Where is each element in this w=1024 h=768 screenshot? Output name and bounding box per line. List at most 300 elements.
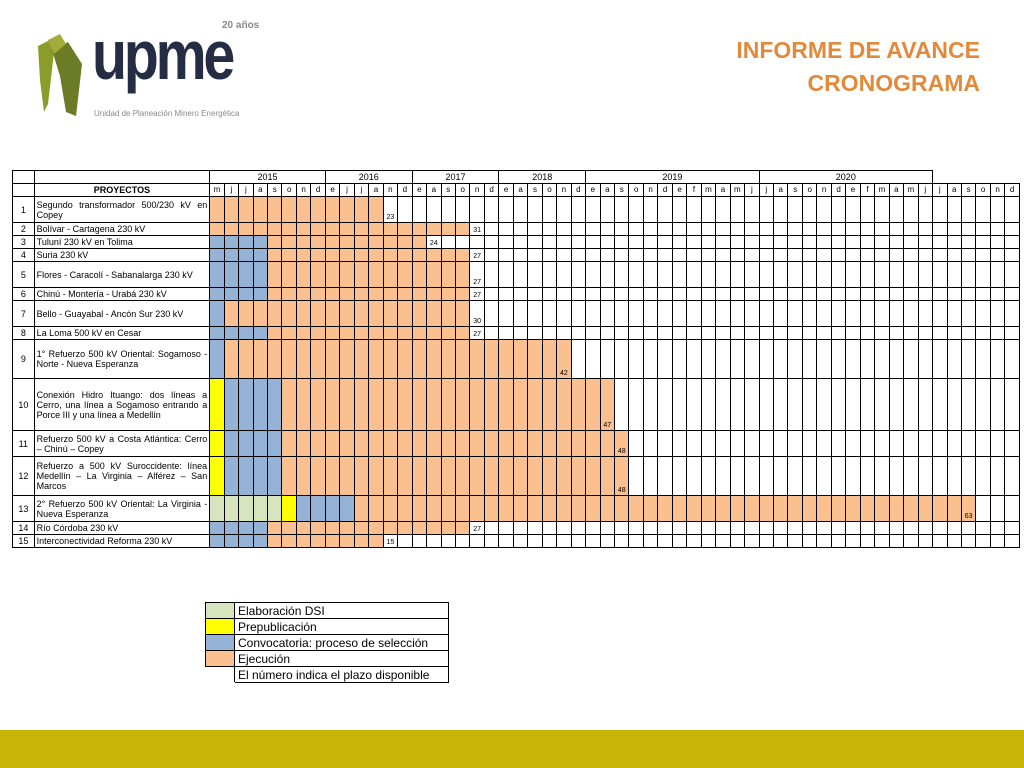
timeline-cell [889, 197, 903, 223]
timeline-cell [947, 522, 961, 535]
timeline-cell [904, 301, 918, 327]
timeline-cell [730, 223, 744, 236]
timeline-cell [860, 431, 874, 457]
timeline-cell [282, 457, 296, 496]
timeline-cell [701, 327, 715, 340]
timeline-cell [615, 236, 629, 249]
project-id: 2 [13, 223, 35, 236]
timeline-cell [947, 431, 961, 457]
timeline-cell [629, 379, 643, 431]
timeline-cell [499, 535, 513, 548]
timeline-cell [398, 327, 412, 340]
timeline-cell [499, 340, 513, 379]
timeline-cell [542, 379, 556, 431]
timeline-cell [369, 496, 383, 522]
timeline-cell [672, 223, 686, 236]
timeline-cell [817, 223, 831, 236]
timeline-cell [484, 457, 498, 496]
project-row [13, 197, 1020, 223]
timeline-cell [600, 327, 614, 340]
title-line-1: INFORME DE AVANCE [736, 37, 980, 63]
timeline-cell [542, 457, 556, 496]
timeline-cell [629, 431, 643, 457]
timeline-cell [774, 431, 788, 457]
timeline-cell [528, 496, 542, 522]
timeline-cell [875, 197, 889, 223]
timeline-cell [557, 327, 571, 340]
project-name: Bolívar - Cartagena 230 kV [34, 223, 210, 236]
month-cell: n [470, 184, 484, 197]
timeline-cell [615, 262, 629, 288]
timeline-cell [412, 379, 426, 431]
timeline-cell [643, 249, 657, 262]
timeline-cell [802, 262, 816, 288]
timeline-cell [210, 379, 224, 431]
timeline-cell [774, 522, 788, 535]
timeline-cell [687, 535, 701, 548]
timeline-cell [745, 496, 759, 522]
timeline-cell [831, 236, 845, 249]
timeline-cell [701, 522, 715, 535]
month-cell: f [687, 184, 701, 197]
timeline-cell [427, 431, 441, 457]
month-cell: n [383, 184, 397, 197]
timeline-cell [412, 535, 426, 548]
duration-label: 24 [427, 236, 441, 249]
timeline-cell [643, 288, 657, 301]
timeline-cell [325, 223, 339, 236]
timeline-cell [268, 288, 282, 301]
timeline-cell [586, 496, 600, 522]
timeline-cell [658, 522, 672, 535]
timeline-cell [788, 457, 802, 496]
timeline-cell [947, 340, 961, 379]
timeline-cell [354, 379, 368, 431]
timeline-cell [976, 431, 990, 457]
timeline-cell [484, 249, 498, 262]
timeline-cell [325, 262, 339, 288]
year-cell: 2016 [325, 171, 412, 184]
timeline-cell [239, 340, 253, 379]
timeline-cell [788, 288, 802, 301]
corner-cell [13, 171, 35, 184]
timeline-cell [571, 431, 585, 457]
timeline-cell [745, 301, 759, 327]
timeline-cell [528, 340, 542, 379]
timeline-cell [976, 457, 990, 496]
timeline-cell [586, 249, 600, 262]
timeline-cell [687, 236, 701, 249]
year-cell: 2019 [586, 171, 759, 184]
timeline-cell [325, 288, 339, 301]
timeline-cell [340, 249, 354, 262]
timeline-cell [846, 197, 860, 223]
timeline-cell [990, 431, 1004, 457]
timeline-cell [846, 457, 860, 496]
timeline-cell [268, 496, 282, 522]
timeline-cell [701, 496, 715, 522]
timeline-cell [210, 496, 224, 522]
timeline-cell [831, 340, 845, 379]
timeline-cell [730, 249, 744, 262]
timeline-cell [672, 340, 686, 379]
timeline-cell [586, 236, 600, 249]
timeline-cell [455, 379, 469, 431]
month-cell: a [889, 184, 903, 197]
timeline-cell [904, 379, 918, 431]
timeline-cell [354, 535, 368, 548]
timeline-cell [427, 327, 441, 340]
timeline-cell [716, 262, 730, 288]
timeline-cell [224, 457, 238, 496]
timeline-cell [875, 431, 889, 457]
timeline-cell [224, 288, 238, 301]
timeline-cell [499, 301, 513, 327]
timeline-cell [1005, 236, 1020, 249]
timeline-cell [759, 327, 773, 340]
timeline-cell [918, 288, 932, 301]
timeline-cell [990, 340, 1004, 379]
project-name: Chinú - Montería - Urabá 230 kV [34, 288, 210, 301]
timeline-cell [672, 262, 686, 288]
timeline-cell [947, 236, 961, 249]
month-cell: s [528, 184, 542, 197]
timeline-cell [904, 496, 918, 522]
timeline-cell [976, 288, 990, 301]
timeline-cell [774, 262, 788, 288]
timeline-cell [759, 301, 773, 327]
timeline-cell [268, 327, 282, 340]
timeline-cell [643, 535, 657, 548]
timeline-cell [383, 431, 397, 457]
timeline-cell [802, 431, 816, 457]
timeline-cell [224, 431, 238, 457]
timeline-cell [701, 223, 715, 236]
timeline-cell [325, 340, 339, 379]
timeline-cell [933, 223, 947, 236]
timeline-cell [253, 535, 267, 548]
timeline-cell [383, 379, 397, 431]
timeline-cell [398, 223, 412, 236]
timeline-cell [860, 457, 874, 496]
timeline-cell [383, 262, 397, 288]
timeline-cell [268, 301, 282, 327]
project-id: 6 [13, 288, 35, 301]
timeline-cell [282, 197, 296, 223]
timeline-cell [615, 301, 629, 327]
timeline-cell [600, 522, 614, 535]
timeline-cell [499, 327, 513, 340]
timeline-cell [947, 197, 961, 223]
timeline-cell [716, 249, 730, 262]
timeline-cell [1005, 197, 1020, 223]
timeline-cell [470, 496, 484, 522]
timeline-cell [933, 457, 947, 496]
timeline-cell [427, 249, 441, 262]
timeline-cell [557, 535, 571, 548]
timeline-cell [672, 496, 686, 522]
timeline-cell [484, 379, 498, 431]
timeline-cell [716, 197, 730, 223]
timeline-cell [542, 262, 556, 288]
timeline-cell [268, 223, 282, 236]
timeline-cell [629, 327, 643, 340]
timeline-cell [296, 379, 310, 431]
timeline-cell [701, 457, 715, 496]
timeline-cell [210, 301, 224, 327]
timeline-cell [629, 236, 643, 249]
timeline-cell [542, 249, 556, 262]
timeline-cell [571, 301, 585, 327]
timeline-cell [557, 457, 571, 496]
timeline-cell [398, 340, 412, 379]
timeline-cell [296, 236, 310, 249]
timeline-cell [513, 496, 527, 522]
month-cell: m [701, 184, 715, 197]
duration-label: 42 [557, 340, 571, 379]
timeline-cell [918, 431, 932, 457]
timeline-cell [976, 262, 990, 288]
timeline-cell [961, 340, 975, 379]
project-row [13, 379, 1020, 431]
month-cell: o [455, 184, 469, 197]
month-cell: d [484, 184, 498, 197]
project-name: Bello - Guayabal - Ancón Sur 230 kV [34, 301, 210, 327]
timeline-cell [282, 431, 296, 457]
month-cell: s [961, 184, 975, 197]
timeline-cell [542, 431, 556, 457]
timeline-cell [427, 301, 441, 327]
timeline-cell [658, 288, 672, 301]
timeline-cell [716, 288, 730, 301]
timeline-cell [889, 249, 903, 262]
timeline-cell [586, 340, 600, 379]
legend-swatch [206, 603, 235, 619]
timeline-cell [542, 236, 556, 249]
timeline-cell [513, 340, 527, 379]
timeline-cell [340, 236, 354, 249]
timeline-cell [672, 522, 686, 535]
timeline-cell [615, 340, 629, 379]
timeline-cell [369, 457, 383, 496]
timeline-cell [615, 197, 629, 223]
project-name: Conexión Hidro Ituango: dos líneas a Cerro, una línea a Sogamoso entrando a Porce III y una línea a Medellín [34, 379, 210, 431]
timeline-cell [441, 379, 455, 431]
timeline-cell [875, 379, 889, 431]
duration-label: 27 [470, 249, 484, 262]
year-cell: 2020 [759, 171, 932, 184]
timeline-cell [976, 496, 990, 522]
legend-label: Prepublicación [235, 619, 449, 635]
timeline-cell [369, 301, 383, 327]
timeline-cell [672, 379, 686, 431]
timeline-cell [253, 236, 267, 249]
timeline-cell [282, 496, 296, 522]
timeline-cell [687, 301, 701, 327]
project-id: 9 [13, 340, 35, 379]
timeline-cell [296, 535, 310, 548]
timeline-cell [224, 301, 238, 327]
timeline-cell [268, 236, 282, 249]
timeline-cell [817, 288, 831, 301]
timeline-cell [701, 431, 715, 457]
timeline-cell [788, 535, 802, 548]
timeline-cell [831, 379, 845, 431]
corner-cell [13, 184, 35, 197]
timeline-cell [976, 301, 990, 327]
duration-label: 15 [383, 535, 397, 548]
timeline-cell [340, 496, 354, 522]
timeline-cell [745, 535, 759, 548]
timeline-cell [615, 223, 629, 236]
timeline-cell [990, 288, 1004, 301]
timeline-cell [788, 431, 802, 457]
timeline-cell [499, 431, 513, 457]
timeline-cell [253, 249, 267, 262]
timeline-cell [1005, 262, 1020, 288]
timeline-cell [875, 301, 889, 327]
timeline-cell [672, 457, 686, 496]
timeline-cell [239, 522, 253, 535]
timeline-cell [759, 262, 773, 288]
timeline-cell [557, 223, 571, 236]
timeline-cell [296, 249, 310, 262]
timeline-cell [629, 457, 643, 496]
timeline-cell [745, 340, 759, 379]
timeline-cell [528, 327, 542, 340]
timeline-cell [340, 223, 354, 236]
timeline-cell [398, 496, 412, 522]
timeline-cell [557, 236, 571, 249]
timeline-cell [817, 236, 831, 249]
timeline-cell [383, 327, 397, 340]
timeline-cell [788, 262, 802, 288]
timeline-cell [730, 496, 744, 522]
timeline-cell [441, 236, 455, 249]
timeline-cell [745, 431, 759, 457]
timeline-cell [354, 340, 368, 379]
timeline-cell [369, 522, 383, 535]
timeline-cell [918, 327, 932, 340]
timeline-cell [1005, 301, 1020, 327]
timeline-cell [268, 535, 282, 548]
timeline-cell [398, 535, 412, 548]
timeline-cell [904, 249, 918, 262]
timeline-cell [961, 288, 975, 301]
month-cell: j [239, 184, 253, 197]
slide-title [736, 34, 980, 100]
timeline-cell [846, 431, 860, 457]
timeline-cell [788, 223, 802, 236]
timeline-cell [875, 522, 889, 535]
timeline-cell [354, 327, 368, 340]
timeline-cell [846, 262, 860, 288]
timeline-cell [528, 522, 542, 535]
timeline-cell [701, 262, 715, 288]
timeline-cell [990, 496, 1004, 522]
timeline-cell [774, 496, 788, 522]
month-cell: n [643, 184, 657, 197]
timeline-cell [600, 223, 614, 236]
timeline-cell [615, 288, 629, 301]
timeline-cell [210, 249, 224, 262]
project-id: 4 [13, 249, 35, 262]
timeline-cell [340, 327, 354, 340]
timeline-cell [904, 431, 918, 457]
timeline-cell [701, 236, 715, 249]
timeline-cell [730, 535, 744, 548]
timeline-cell [774, 457, 788, 496]
timeline-cell [774, 288, 788, 301]
timeline-cell [470, 431, 484, 457]
timeline-cell [311, 288, 325, 301]
timeline-cell [455, 496, 469, 522]
timeline-cell [253, 431, 267, 457]
timeline-cell [933, 496, 947, 522]
timeline-cell [484, 431, 498, 457]
timeline-cell [210, 236, 224, 249]
timeline-cell [586, 262, 600, 288]
timeline-cell [774, 249, 788, 262]
timeline-cell [1005, 249, 1020, 262]
timeline-cell [470, 197, 484, 223]
month-cell: n [990, 184, 1004, 197]
upme-wordmark: upme [92, 16, 232, 94]
timeline-cell [441, 301, 455, 327]
timeline-cell [398, 522, 412, 535]
duration-label: 23 [383, 197, 397, 223]
timeline-cell [658, 262, 672, 288]
timeline-cell [904, 535, 918, 548]
timeline-cell [788, 197, 802, 223]
timeline-cell [528, 197, 542, 223]
timeline-cell [701, 379, 715, 431]
upme-leaf-icon [36, 20, 96, 120]
timeline-cell [427, 197, 441, 223]
timeline-cell [875, 535, 889, 548]
timeline-cell [875, 249, 889, 262]
timeline-cell [427, 223, 441, 236]
timeline-cell [933, 535, 947, 548]
timeline-cell [774, 236, 788, 249]
timeline-cell [325, 535, 339, 548]
timeline-cell [311, 379, 325, 431]
timeline-cell [528, 223, 542, 236]
timeline-cell [441, 223, 455, 236]
timeline-cell [759, 236, 773, 249]
timeline-cell [860, 288, 874, 301]
timeline-cell [441, 340, 455, 379]
project-name: Suria 230 kV [34, 249, 210, 262]
timeline-cell [860, 535, 874, 548]
timeline-cell [817, 522, 831, 535]
timeline-cell [210, 223, 224, 236]
month-cell: e [586, 184, 600, 197]
timeline-cell [860, 327, 874, 340]
project-id: 12 [13, 457, 35, 496]
timeline-cell [904, 522, 918, 535]
timeline-cell [499, 197, 513, 223]
legend-label: Convocatoria: proceso de selección [235, 635, 449, 651]
timeline-cell [860, 301, 874, 327]
timeline-cell [253, 262, 267, 288]
timeline-cell [701, 535, 715, 548]
month-cell: j [918, 184, 932, 197]
timeline-cell [513, 327, 527, 340]
timeline-cell [1005, 327, 1020, 340]
timeline-cell [933, 301, 947, 327]
month-cell: a [600, 184, 614, 197]
